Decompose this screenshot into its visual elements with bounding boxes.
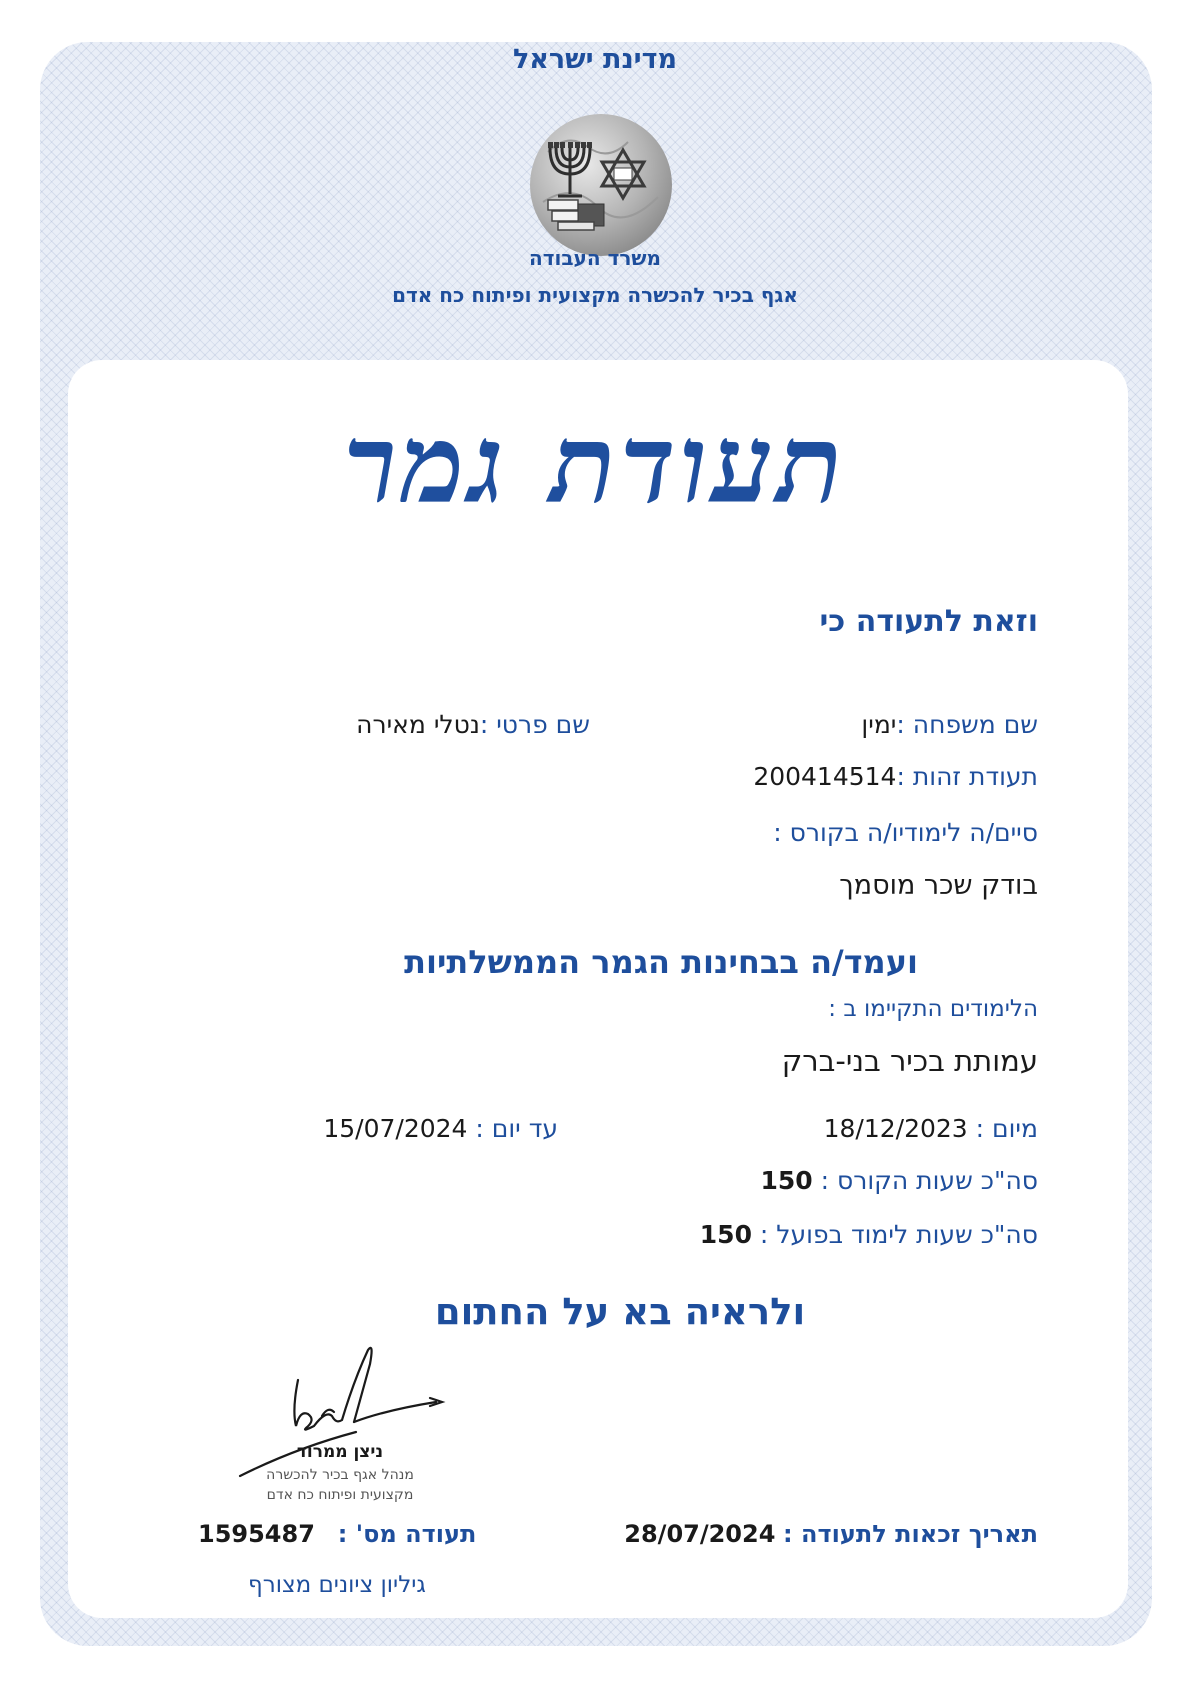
actual-hours-row	[700, 1220, 1038, 1249]
to-date-value: 15/07/2024	[323, 1114, 468, 1143]
validity-row	[624, 1520, 1038, 1548]
intro-text: וזאת לתעודה כי	[819, 604, 1038, 639]
course-name: בודק שכר מוסמך	[839, 870, 1038, 901]
passed-exams-text: ועמד/ה בבחינות הגמר הממשלתיות	[404, 943, 918, 981]
to-date-label: עד יום :	[475, 1114, 558, 1143]
seal-phrase: ולראיה בא על החתום	[434, 1290, 806, 1333]
id-value: 200414514	[753, 762, 897, 791]
to-date-row	[323, 1114, 558, 1143]
menorah-star-emblem-icon	[528, 112, 674, 258]
last-name-row	[861, 710, 1038, 739]
course-hours-value: 150	[760, 1166, 813, 1195]
actual-hours-label: סה"כ שעות לימוד בפועל :	[759, 1220, 1038, 1249]
validity-date: 28/07/2024	[624, 1520, 776, 1548]
signer-name: ניצן ממרוד	[296, 1442, 384, 1462]
course-hours-label: סה"כ שעות הקורס :	[820, 1166, 1038, 1195]
certificate-body	[68, 360, 1128, 1618]
from-date-label: מיום :	[975, 1114, 1038, 1143]
completed-label: סיים/ה לימודיו/ה בקורס :	[773, 818, 1038, 847]
study-place: עמותת בכיר בני-ברק	[781, 1044, 1038, 1078]
id-label: תעודת זהות :	[896, 762, 1038, 791]
first-name-value: נטלי מאירה	[356, 710, 480, 739]
certificate-number-label: תעודה מס' :	[337, 1520, 477, 1548]
grades-sheet-note: גיליון ציונים מצורף	[248, 1572, 426, 1598]
first-name-row	[356, 710, 590, 739]
signer-role-line2: מקצועית ופיתוח כח אדם	[266, 1487, 414, 1503]
from-date-row	[824, 1114, 1038, 1143]
validity-label: תאריך זכאות לתעודה :	[783, 1520, 1038, 1548]
state-name: מדינת ישראל	[512, 44, 678, 75]
ministry-name: משרד העבודה	[528, 246, 662, 270]
course-hours-row	[761, 1166, 1039, 1195]
last-name-value: ימין	[861, 710, 897, 739]
certificate-number-value: 1595487	[198, 1520, 315, 1548]
id-row	[753, 762, 1038, 791]
certificate-number-row	[198, 1520, 476, 1548]
last-name-label: שם משפחה :	[896, 710, 1038, 739]
signer-role-line1: מנהל אגף בכיר להכשרה	[266, 1467, 414, 1483]
division-name: אגף בכיר להכשרה מקצועית ופיתוח כח אדם	[392, 283, 798, 307]
actual-hours-value: 150	[699, 1220, 752, 1249]
first-name-label: שם פרטי :	[479, 710, 590, 739]
held-at-label: הלימודים התקיימו ב :	[828, 996, 1038, 1022]
certificate-title: תעודת גמר	[343, 402, 847, 528]
from-date-value: 18/12/2023	[823, 1114, 968, 1143]
